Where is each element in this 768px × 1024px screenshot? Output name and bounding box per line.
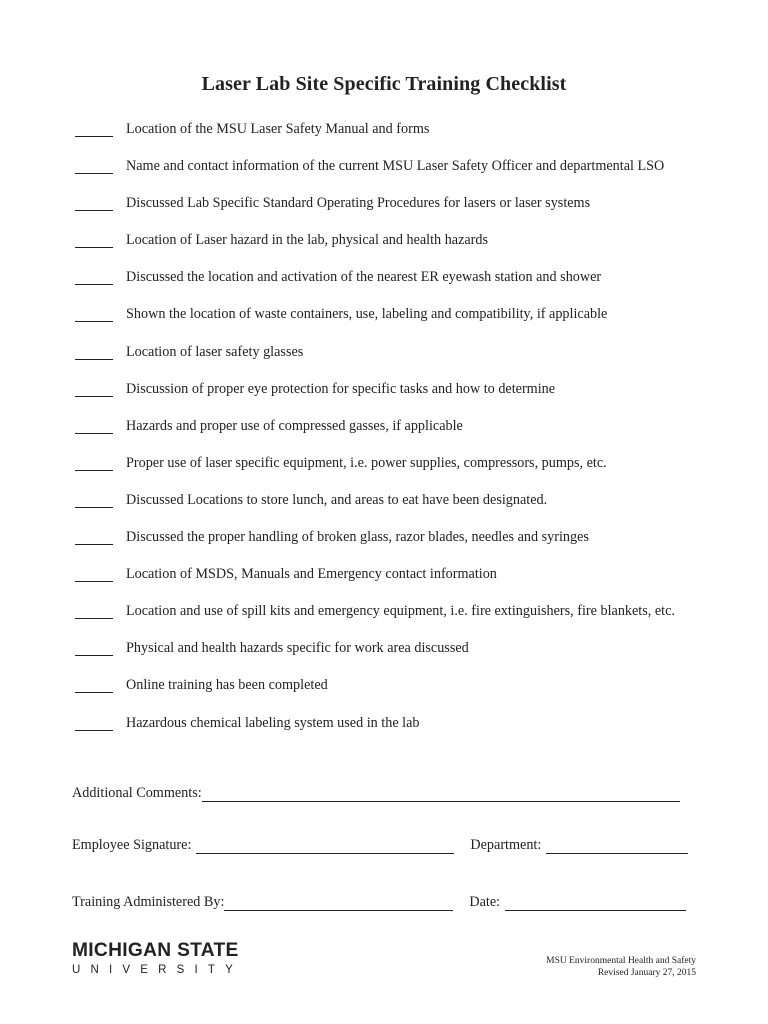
checkbox-blank[interactable] [75,530,113,545]
checklist-item [75,713,735,750]
checkbox-blank[interactable] [75,604,113,619]
checklist-item [75,527,735,564]
checklist-item [75,379,735,416]
date-field[interactable] [505,896,686,911]
checkbox-blank[interactable] [75,345,113,360]
checkbox-blank[interactable] [75,270,113,285]
logo-line1: MICHIGAN STATE [72,940,239,961]
checklist-item-text: Hazards and proper use of compressed gasses, if applicable [126,417,463,434]
checkbox-blank[interactable] [75,641,113,656]
signature-row [72,836,688,854]
checkbox-blank[interactable] [75,493,113,508]
additional-comments-label: Additional Comments: [72,785,202,801]
checklist-item-text: Proper use of laser specific equipment, i.e. power supplies, compressors, pumps, etc. [126,454,607,471]
additional-comments-field[interactable] [202,787,680,802]
checklist-item-text: Discussed the proper handling of broken glass, razor blades, needles and syringes [126,529,589,546]
footer-revised: Revised January 27, 2015 [597,968,696,978]
checkbox-blank[interactable] [75,307,113,322]
checklist-item-text: Online training has been completed [126,677,328,694]
administered-row [72,893,686,911]
page-title: Laser Lab Site Specific Training Checklist [201,73,567,95]
checkbox-blank[interactable] [75,567,113,582]
checklist-item-text: Physical and health hazards specific for work area discussed [126,640,469,657]
department-field[interactable] [546,839,688,854]
checklist-item-text: Shown the location of waste containers, use, labeling and compatibility, if applicable [126,306,608,323]
department-label: Department: [470,837,542,853]
training-administered-field[interactable] [224,896,453,911]
checkbox-blank[interactable] [75,678,113,693]
checklist-item [75,156,735,193]
checkbox-blank[interactable] [75,716,113,731]
footer-org: MSU Environmental Health and Safety [546,956,696,966]
employee-signature-field[interactable] [196,839,454,854]
checklist-item [75,304,735,341]
checkbox-blank[interactable] [75,159,113,174]
checklist-item [75,564,735,601]
checklist-item-text: Location of Laser hazard in the lab, physical and health hazards [126,232,489,249]
checkbox-blank[interactable] [75,382,113,397]
checklist-item-text: Discussion of proper eye protection for specific tasks and how to determine [126,380,556,397]
logo-line2: UNIVERSITY [72,964,244,976]
checkbox-blank[interactable] [75,122,113,137]
checklist-item [75,416,735,453]
checklist-item [75,675,735,712]
checklist-item-text: Discussed Lab Specific Standard Operating Procedures for lasers or laser systems [126,195,591,212]
checklist-item-text: Hazardous chemical labeling system used in the lab [126,714,420,731]
checklist-item [75,638,735,675]
checklist-item-text: Location of MSDS, Manuals and Emergency contact information [126,566,497,583]
date-label: Date: [469,894,501,910]
msu-logo [72,941,243,978]
checklist-item [75,193,735,230]
checkbox-blank[interactable] [75,456,113,471]
checklist-item-text: Location of the MSU Laser Safety Manual and forms [126,121,430,137]
checklist-item [75,342,735,379]
checklist-item [75,119,735,156]
checkbox-blank[interactable] [75,419,113,434]
additional-comments-row [72,784,680,802]
checklist-item-text: Location of laser safety glasses [126,343,304,360]
checklist-item [75,453,735,490]
checklist-item-text: Name and contact information of the current MSU Laser Safety Officer and departmental LSO [126,158,665,175]
training-administered-label: Training Administered By: [72,894,225,910]
checkbox-blank[interactable] [75,196,113,211]
training-checklist [75,119,735,750]
footer-info [546,955,696,979]
checklist-item-text: Discussed the location and activation of the nearest ER eyewash station and shower [126,269,602,286]
employee-signature-label: Employee Signature: [72,837,192,853]
checklist-item-text: Discussed Locations to store lunch, and areas to eat have been designated. [126,491,548,508]
checklist-item [75,230,735,267]
checklist-item [75,267,735,304]
checklist-item [75,490,735,527]
checklist-item-text: Location and use of spill kits and emergency equipment, i.e. fire extinguishers, fire blankets, etc. [126,603,675,620]
checklist-item [75,601,735,638]
checkbox-blank[interactable] [75,233,113,248]
